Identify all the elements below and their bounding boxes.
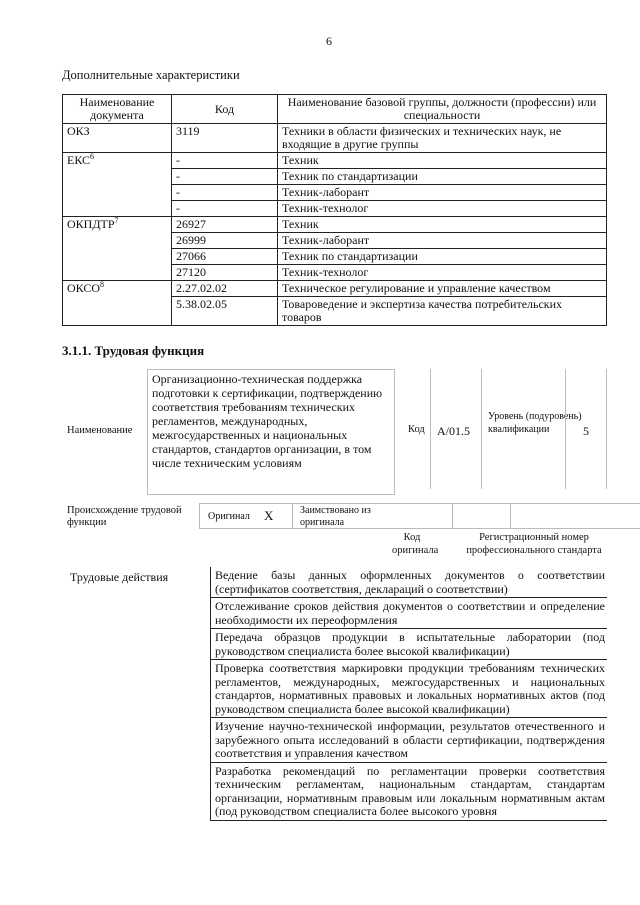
- action-item: Изучение научно-технической информации, результатов отечественного и зарубежного опыта исследований в области сертификации, подтверждения соответствия и управления качеством: [211, 718, 607, 763]
- table-header-row: [63, 95, 607, 124]
- level-value: 5: [583, 424, 589, 438]
- code-cell: -: [172, 185, 278, 201]
- document-cell: [63, 153, 172, 217]
- function-name: Организационно-техническая поддержка подготовки к сертификации, подтверждению соответствия требованиям технических регламентов, международных, межгосударственных и национальных стандартов, стандартов организации, в том числе техническим условиям: [147, 369, 395, 495]
- borrowed-cell: [292, 504, 453, 528]
- occupation-cell: Техник-технолог: [278, 265, 607, 281]
- labor-function-row: [62, 369, 607, 491]
- table-row: [63, 124, 607, 153]
- level-box: [565, 369, 607, 489]
- section-caption: Дополнительные характеристики: [62, 68, 240, 82]
- labor-function-heading: 3.1.1. Трудовая функция: [62, 343, 205, 358]
- code-cell: 27120: [172, 265, 278, 281]
- characteristics-body: [63, 124, 607, 326]
- name-label: Наименование: [67, 425, 133, 436]
- origin-label: Происхождение трудовой функции: [67, 505, 182, 528]
- table-row: [63, 217, 607, 233]
- page-number: 6: [326, 34, 332, 48]
- header-name: Наименование базовой группы, должности (профессии) или специальности: [278, 95, 607, 124]
- header-code: Код: [172, 95, 278, 124]
- level-label: Уровень (подуровень) квалификации: [488, 411, 582, 435]
- footnote-mark: 6: [90, 152, 95, 161]
- occupation-cell: Техник-лаборант: [278, 185, 607, 201]
- document-name: ОКПДТР: [67, 217, 115, 231]
- code-cell: -: [172, 169, 278, 185]
- header-document: Наименование документа: [63, 95, 172, 124]
- actions-list: [210, 567, 607, 821]
- code-cell: 5.38.02.05: [172, 297, 278, 326]
- borrowed-label: Заимствовано из оригинала: [300, 505, 371, 528]
- characteristics-table: [62, 94, 607, 326]
- code-caption: Код оригинала: [392, 532, 439, 556]
- action-item: Разработка рекомендаций по регламентации проверки соответствия техническим регламентам, национальным стандартам, стандартам организации, нормативным правовым или локальным нормативным актам (под руководством специалиста более высокого уровня: [211, 763, 607, 821]
- code-cell: 26927: [172, 217, 278, 233]
- occupation-cell: Техник: [278, 153, 607, 169]
- occupation-cell: Техник-лаборант: [278, 233, 607, 249]
- code-cell: 2.27.02.02: [172, 281, 278, 297]
- occupation-cell: Техник по стандартизации: [278, 169, 607, 185]
- code-box: [430, 369, 482, 489]
- action-item: Проверка соответствия маркировки продукции требованиям технических регламентов, международных, межгосударственных и национальных стандартов, нормативных правовых и локальных нормативных актов (под руководством специалиста более высокой квалификации): [211, 660, 607, 718]
- document-name: ЕКС: [67, 153, 91, 167]
- occupation-cell: Техник: [278, 217, 607, 233]
- original-cell: [200, 504, 293, 528]
- footnote-mark: 8: [100, 280, 105, 289]
- reg-number-caption: Регистрационный номер профессионального стандарта: [466, 532, 602, 556]
- action-item: Передача образцов продукции в испытательные лаборатории (под руководством специалиста более высокой квалификации): [211, 629, 607, 660]
- action-item: Отслеживание сроков действия документов о соответствии и определение необходимости их переоформления: [211, 598, 607, 629]
- document-cell: [63, 217, 172, 281]
- footnote-mark: 7: [114, 216, 119, 225]
- code-cell: -: [172, 201, 278, 217]
- code-value: А/01.5: [437, 424, 470, 438]
- code-cell: 27066: [172, 249, 278, 265]
- occupation-cell: Техническое регулирование и управление качеством: [278, 281, 607, 297]
- original-mark: X: [264, 508, 274, 523]
- occupation-cell: Техники в области физических и технических наук, не входящие в другие группы: [278, 124, 607, 153]
- document-name: ОКЗ: [67, 124, 90, 138]
- occupation-cell: Техник-технолог: [278, 201, 607, 217]
- document-cell: [63, 281, 172, 326]
- origin-row: [62, 501, 607, 561]
- original-code-cell: [452, 504, 511, 528]
- actions-label: Трудовые действия: [70, 570, 169, 584]
- code-cell: 3119: [172, 124, 278, 153]
- code-label: Код: [408, 424, 425, 435]
- action-item: Ведение базы данных оформленных документов о соответствии (сертификатов соответствия, деклараций о соответствии): [211, 567, 607, 598]
- table-row: [63, 281, 607, 297]
- original-label: Оригинал: [208, 511, 250, 522]
- document-name: ОКСО: [67, 281, 101, 295]
- code-cell: 26999: [172, 233, 278, 249]
- occupation-cell: Товароведение и экспертиза качества потребительских товаров: [278, 297, 607, 326]
- table-row: [63, 153, 607, 169]
- occupation-cell: Техник по стандартизации: [278, 249, 607, 265]
- origin-box: [199, 503, 640, 529]
- code-cell: -: [172, 153, 278, 169]
- document-cell: [63, 124, 172, 153]
